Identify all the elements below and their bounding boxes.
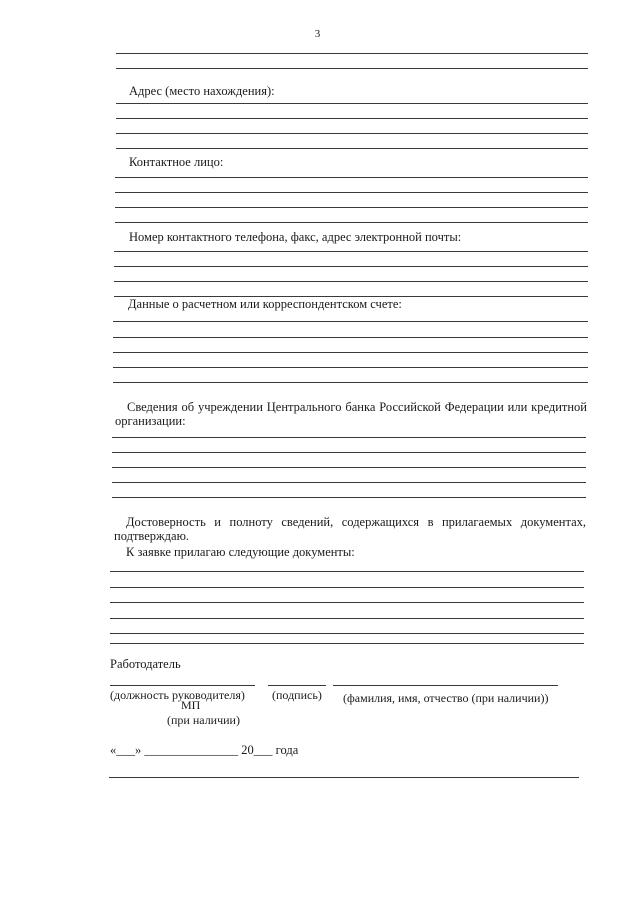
date-month-blank: _______________: [144, 743, 239, 757]
bottom-line: [109, 777, 579, 778]
blank-line: [112, 467, 586, 468]
address-label: Адрес (место нахождения):: [129, 84, 275, 98]
signature-line: [268, 685, 326, 686]
full-name-caption: (фамилия, имя, отчество (при наличии)): [343, 691, 549, 705]
blank-line: [115, 192, 588, 193]
blank-line: [113, 382, 588, 383]
blank-line: [116, 53, 588, 54]
blank-line: [112, 452, 586, 453]
account-label: Данные о расчетном или корреспондентском счете:: [128, 297, 402, 311]
blank-line: [110, 602, 584, 603]
blank-line: [110, 587, 584, 588]
full-name-line: [333, 685, 558, 686]
position-signature-line: [110, 685, 255, 686]
page-number: 3: [314, 28, 321, 40]
attachments-label: К заявке прилагаю следующие документы:: [126, 545, 355, 559]
contact-label: Контактное лицо:: [129, 155, 224, 169]
blank-line: [116, 148, 588, 149]
blank-line: [115, 222, 588, 223]
date-year-suffix: года: [275, 743, 299, 757]
blank-line: [114, 266, 588, 267]
signature-caption: (подпись): [272, 688, 322, 702]
blank-line: [113, 337, 588, 338]
date-day-blank: ___: [116, 743, 135, 757]
blank-line: [110, 633, 584, 634]
position-caption: (должность руководителя): [110, 688, 245, 702]
confirmation-line1: Достоверность и полноту сведений, содержащихся в прилагаемых документах,: [126, 515, 586, 529]
bank-info-label-line1: Сведения об учреждении Центрального банка Российской Федерации или кредитной: [127, 400, 587, 414]
employer-label: Работодатель: [110, 657, 181, 671]
blank-line: [112, 437, 586, 438]
blank-line: [116, 133, 588, 134]
blank-line: [113, 352, 588, 353]
blank-line: [112, 482, 586, 483]
bank-info-label-line2: организации:: [115, 414, 186, 428]
blank-line: [110, 571, 584, 572]
blank-line: [110, 643, 584, 644]
blank-line: [112, 497, 586, 498]
blank-line: [115, 177, 588, 178]
seal-note: (при наличии): [167, 713, 240, 727]
date-year-prefix: 20: [241, 743, 254, 757]
blank-line: [114, 281, 588, 282]
blank-line: [114, 251, 588, 252]
date-close-quote: »: [135, 743, 142, 757]
blank-line: [115, 207, 588, 208]
blank-line: [116, 103, 588, 104]
blank-line: [110, 618, 584, 619]
seal-label: МП: [181, 698, 201, 712]
confirmation-line2: подтверждаю.: [114, 529, 190, 543]
blank-line: [113, 367, 588, 368]
date-line: [110, 743, 298, 757]
blank-line: [116, 68, 588, 69]
date-open-quote: «: [110, 743, 117, 757]
blank-line: [113, 321, 588, 322]
date-year-blank: ___: [253, 743, 273, 757]
blank-line: [116, 118, 588, 119]
phone-label: Номер контактного телефона, факс, адрес электронной почты:: [129, 230, 462, 244]
